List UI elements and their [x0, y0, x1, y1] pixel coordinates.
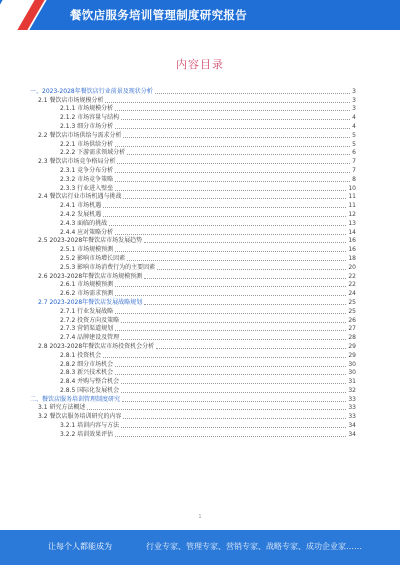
toc-entry[interactable] [30, 166, 356, 175]
toc-entry-page: 33 [348, 404, 356, 412]
toc-entry-page: 16 [348, 246, 356, 254]
toc-entry-page: 25 [348, 298, 356, 306]
toc-entry-label: 2.5.3 影响市场消费行为的主要因素 [60, 263, 156, 271]
toc-entry-page: 24 [348, 290, 356, 298]
toc-entry-label: 2.8.3 新兴技术机会 [60, 369, 114, 377]
toc-heading: 内容目录 [176, 58, 224, 71]
toc-entry[interactable] [30, 201, 356, 210]
toc-entry-label: 2.7.4 品牌建设及管理 [60, 334, 120, 342]
footer-banner [0, 530, 400, 565]
toc-entry-page: 33 [348, 395, 356, 403]
toc-entry[interactable] [30, 228, 356, 237]
toc-leader-dots [103, 215, 346, 217]
toc-entry-page: 32 [348, 386, 356, 394]
toc-entry[interactable] [30, 105, 356, 114]
toc-entry[interactable] [30, 412, 356, 421]
toc-entry-page: 12 [348, 210, 356, 218]
toc-entry[interactable] [30, 298, 356, 307]
toc-entry[interactable] [30, 263, 356, 272]
toc-entry[interactable] [30, 149, 356, 158]
toc-entry-page: 20 [348, 263, 356, 271]
toc-entry-page: 34 [348, 422, 356, 430]
toc-entry[interactable] [30, 184, 356, 193]
toc-entry-page: 3 [352, 96, 356, 104]
toc-leader-dots [115, 127, 350, 129]
toc-entry-label: 3.2.1 培训内容与方法 [60, 422, 120, 430]
toc-entry-page: 5 [352, 140, 356, 148]
toc-leader-dots [122, 400, 346, 402]
toc-entry-page: 14 [348, 228, 356, 236]
toc-entry[interactable] [30, 360, 356, 369]
toc-entry-label: 2.1.3 细分市场分析 [60, 122, 114, 130]
toc-entry-page: 31 [348, 378, 356, 386]
toc-leader-dots [115, 180, 350, 182]
toc-entry-label: 3.2.2 培训效果评估 [60, 430, 114, 438]
toc-entry-page: 22 [348, 281, 356, 289]
toc-leader-dots [144, 277, 346, 279]
toc-entry-page: 13 [348, 219, 356, 227]
toc-entry-label: 2.1 餐饮店市场规模分析 [38, 96, 104, 104]
toc-entry-label: 2.1.2 市场容量与结构 [60, 114, 120, 122]
toc-entry-page: 29 [348, 351, 356, 359]
toc-entry-label: 2.8.1 投资机会 [60, 351, 102, 359]
toc-entry-page: 25 [348, 307, 356, 315]
toc-entry-label: 2.7.1 行业发展战略 [60, 307, 114, 315]
toc-entry-page: 4 [352, 114, 356, 122]
toc-entry-label: 3.2 餐饮店服务培训研究的内容 [38, 413, 122, 421]
toc-entry-label: 2.1.1 市场规模分析 [60, 105, 114, 113]
toc-entry-label: 2.4.2 发展机遇 [60, 210, 102, 218]
toc-entry-label: 2.3.1 竞争分布分析 [60, 166, 114, 174]
toc-leader-dots [144, 241, 346, 243]
toc-entry[interactable] [30, 386, 356, 395]
toc-entry-page: 22 [348, 272, 356, 280]
toc-entry-page: 8 [352, 175, 356, 183]
toc-leader-dots [115, 285, 346, 287]
toc-entry-label: 2.6.1 市场规模预测 [60, 281, 114, 289]
toc-leader-dots [156, 347, 346, 349]
toc-entry[interactable] [30, 333, 356, 342]
toc-leader-dots [117, 162, 350, 164]
toc-entry-label: 2.8 2023-2028年餐饮店市场投资机会分析 [38, 342, 155, 350]
toc-leader-dots [115, 145, 350, 147]
toc-entry[interactable] [30, 193, 356, 202]
toc-entry-label: 3.1 研究方法概述 [38, 404, 86, 412]
report-title: 餐饮店服务培训管理制度研究报告 [70, 8, 247, 22]
toc-entry-page: 29 [348, 342, 356, 350]
toc-entry[interactable] [30, 430, 356, 439]
toc-entry[interactable] [30, 395, 356, 404]
toc-entry-page: 16 [348, 237, 356, 245]
toc-entry-page: 30 [348, 369, 356, 377]
toc-entry[interactable] [30, 237, 356, 246]
toc-entry-page: 33 [348, 413, 356, 421]
toc-leader-dots [115, 329, 346, 331]
toc-entry-label: 一、2023-2028年餐饮店行业前景及现状分析 [30, 87, 153, 95]
toc-leader-dots [115, 250, 346, 252]
toc-entry-label: 2.5 2023-2028年餐饮店市场发展趋势 [38, 237, 143, 245]
toc-leader-dots [121, 382, 346, 384]
toc-entry[interactable] [30, 325, 356, 334]
footer-slogan: 让每个人都能成为 [48, 542, 112, 551]
toc-entry-page: 11 [348, 202, 356, 210]
toc-entry[interactable] [30, 289, 356, 298]
toc-entry-page: 11 [348, 193, 356, 201]
toc-entry-page: 26 [348, 316, 356, 324]
toc-entry[interactable] [30, 316, 356, 325]
toc-entry-label: 2.3.2 市场竞争策略 [60, 175, 114, 183]
toc-leader-dots [144, 303, 346, 305]
footer-roles: 行业专家、管理专家、营销专家、战略专家、成功企业家…… [146, 542, 362, 551]
toc-leader-dots [109, 224, 346, 226]
toc-entry-page: 7 [352, 158, 356, 166]
toc-leader-dots [115, 189, 346, 191]
toc-leader-dots [103, 356, 346, 358]
toc-entry-page: 7 [352, 166, 356, 174]
toc-entry-page: 30 [348, 360, 356, 368]
toc-leader-dots [103, 206, 346, 208]
toc-entry-label: 2.4 餐饮店行业市场机遇与挑战 [38, 193, 122, 201]
toc-entry-label: 2.4.3 面临的挑战 [60, 219, 108, 227]
toc-entry-label: 2.2.2 下游需求领域分析 [60, 149, 126, 157]
toc-leader-dots [115, 435, 346, 437]
toc-leader-dots [115, 109, 350, 111]
toc-entry-page: 28 [348, 334, 356, 342]
toc-entry-page: 18 [348, 254, 356, 262]
toc-entry-label: 2.6 2023-2028年餐饮店市场规模预测 [38, 272, 143, 280]
toc-entry[interactable] [30, 210, 356, 219]
toc-entry[interactable] [30, 140, 356, 149]
toc-entry-page: 10 [348, 184, 356, 192]
toc-entry-label: 2.7 2023-2028年餐饮店发展战略规划 [38, 298, 143, 306]
toc-entry-label: 2.7.3 营销渠道规划 [60, 325, 114, 333]
header-banner [0, 0, 400, 30]
toc-entry-label: 二、餐饮店服务培训管理制度研究 [30, 395, 121, 403]
toc-entry[interactable] [30, 377, 356, 386]
toc-entry-label: 2.5.2 影响市场增长因素 [60, 254, 126, 262]
toc-entry[interactable] [30, 175, 356, 184]
toc-leader-dots [155, 92, 350, 94]
toc-leader-dots [123, 136, 350, 138]
toc-entry-label: 2.8.4 并购与整合机会 [60, 378, 120, 386]
toc-entry-page: 5 [352, 131, 356, 139]
table-of-contents [30, 87, 356, 439]
toc-entry-label: 2.8.5 国际化发展机会 [60, 386, 120, 394]
toc-entry[interactable] [30, 351, 356, 360]
toc-entry-label: 2.8.2 细分市场机会 [60, 360, 114, 368]
toc-leader-dots [123, 417, 346, 419]
toc-entry[interactable] [30, 272, 356, 281]
toc-entry[interactable] [30, 369, 356, 378]
toc-leader-dots [115, 373, 346, 375]
toc-leader-dots [127, 259, 346, 261]
toc-entry-label: 2.5.1 市场规模预测 [60, 246, 114, 254]
toc-entry-label: 2.3 餐饮店市场竞争格局分析 [38, 158, 116, 166]
page-number: 1 [198, 514, 202, 520]
toc-leader-dots [121, 391, 346, 393]
toc-leader-dots [115, 365, 346, 367]
toc-entry[interactable] [30, 404, 356, 413]
toc-leader-dots [115, 233, 346, 235]
toc-leader-dots [121, 426, 346, 428]
toc-entry[interactable] [30, 131, 356, 140]
toc-leader-dots [121, 118, 350, 120]
toc-entry[interactable] [30, 245, 356, 254]
toc-entry[interactable] [30, 281, 356, 290]
toc-leader-dots [87, 408, 346, 410]
toc-leader-dots [127, 153, 350, 155]
toc-entry[interactable] [30, 254, 356, 263]
toc-entry[interactable] [30, 96, 356, 105]
toc-leader-dots [115, 171, 350, 173]
toc-entry-label: 2.2 餐饮店市场供给与需求分析 [38, 131, 122, 139]
toc-entry-label: 2.4.1 市场机遇 [60, 202, 102, 210]
toc-entry[interactable] [30, 87, 356, 96]
toc-entry[interactable] [30, 307, 356, 316]
toc-entry-page: 6 [352, 149, 356, 157]
toc-leader-dots [115, 312, 346, 314]
toc-entry[interactable] [30, 157, 356, 166]
toc-entry[interactable] [30, 113, 356, 122]
toc-leader-dots [123, 197, 346, 199]
toc-leader-dots [105, 101, 350, 103]
toc-entry-label: 2.4.4 应对策略分析 [60, 228, 114, 236]
toc-entry[interactable] [30, 421, 356, 430]
toc-entry-label: 2.7.2 投资方向及策略 [60, 316, 120, 324]
toc-entry-label: 2.3.3 行业进入壁垒 [60, 184, 114, 192]
toc-leader-dots [121, 321, 346, 323]
toc-entry-page: 27 [348, 325, 356, 333]
toc-entry-page: 34 [348, 430, 356, 438]
toc-entry-page: 3 [352, 87, 356, 95]
toc-entry[interactable] [30, 219, 356, 228]
toc-entry-page: 4 [352, 122, 356, 130]
toc-leader-dots [121, 338, 346, 340]
toc-entry[interactable] [30, 122, 356, 131]
toc-entry-label: 2.6.2 市场需求预测 [60, 290, 114, 298]
toc-entry[interactable] [30, 342, 356, 351]
toc-entry-label: 2.2.1 市场供给分析 [60, 140, 114, 148]
toc-entry-page: 3 [352, 105, 356, 113]
toc-leader-dots [115, 294, 346, 296]
toc-leader-dots [157, 268, 346, 270]
